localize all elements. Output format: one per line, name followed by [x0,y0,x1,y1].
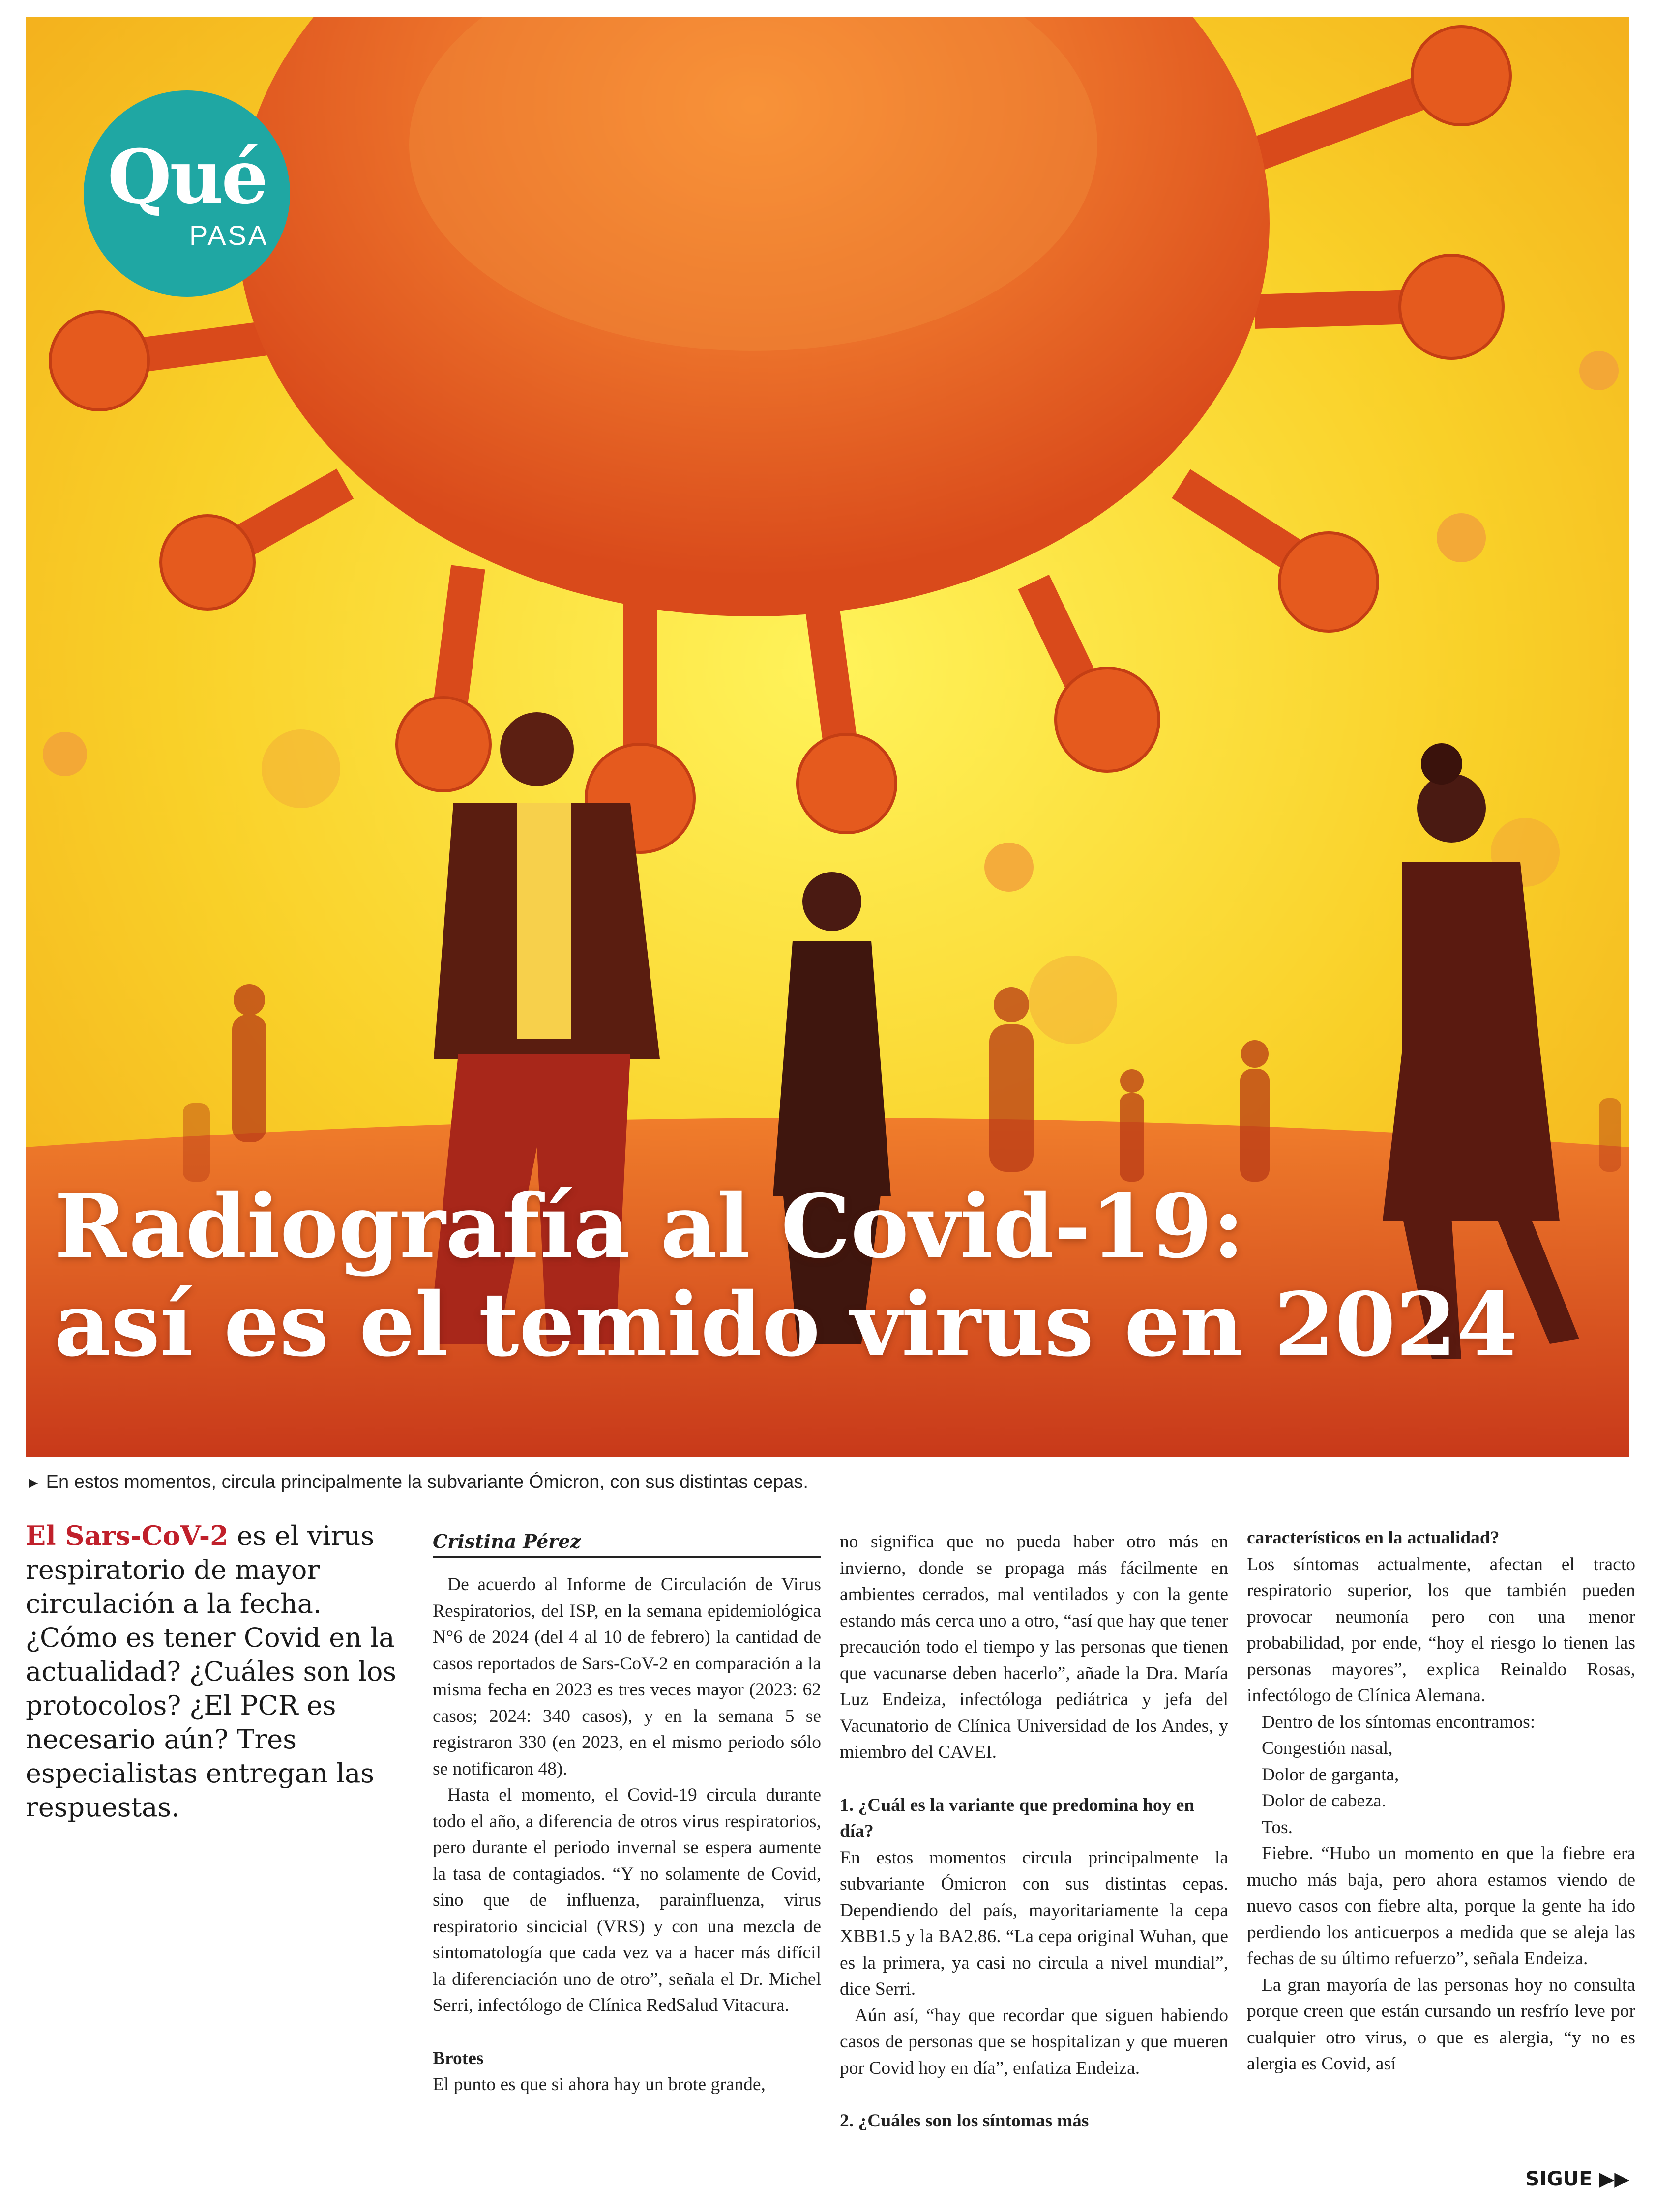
que-pasa-logo [84,90,290,297]
article-lead [26,1519,399,1824]
lead-kicker: El Sars-CoV-2 [26,1520,229,1551]
list-item: Dolor de cabeza. [1262,1791,1386,1811]
byline: Cristina Pérez [433,1529,821,1558]
caption-arrow-icon: ► [26,1474,41,1491]
article-column-2 [840,1529,1228,2134]
article-headline [54,1177,1578,1374]
paragraph: Dentro de los síntomas encontramos: [1262,1712,1536,1732]
continue-label: SIGUE ▶▶ [1525,2168,1629,2190]
list-item: Dolor de garganta, [1262,1764,1399,1785]
subheading-brotes: Brotes [433,2048,484,2068]
headline-line-2: así es el temido virus en 2024 [54,1273,1518,1376]
question-heading-1: 1. ¿Cuál es la variante que predomina hoy en día? [840,1795,1195,1841]
question-heading-2: 2. ¿Cuáles son los síntomas más [840,2111,1089,2131]
lead-text: es el virus respiratorio de mayor circulación a la fecha. ¿Cómo es tener Covid en la actualidad? ¿Cuáles son los protocolos? ¿El PCR es necesario aún? Tres especialistas entregan las respuestas. [26,1520,397,1823]
paragraph: no significa que no pueda haber otro más en invierno, donde se propaga más fácilmente en ambientes cerrados, mal ventilados y con la gente estando más cerca uno a otro, “así que hay que tener precaución todo el tiempo y las personas que tienen que vacunarse deben hacerlo”, añade la Dra. María Luz Endeiza, infectóloga pediátrica y jefa del Vacunatorio de Clínica Universidad de los Andes, y miembro del CAVEI. [840,1532,1228,1762]
paragraph: El punto es que si ahora hay un brote grande, [433,2074,766,2095]
paragraph: La gran mayoría de las personas hoy no consulta porque creen que están cursando un resfrío leve por cualquier otro virus, o que es alergia, “y no es alergia es Covid, así [1247,1975,1635,2074]
logo-sub-text: PASA [189,220,269,251]
paragraph: De acuerdo al Informe de Circulación de Virus Respiratorios, del ISP, en la semana epidemiológica N°6 de 2024 (del 4 al 10 de febrero) la cantidad de casos reportados de Sars-CoV-2 en comparación a la misma fecha en 2023 es tres veces mayor (2023: 62 casos; 2024: 340 casos), y en la semana 5 se registraron 330 (en 2023, en el mismo periodo sólo se notificaron 48). [433,1574,821,1779]
headline-line-1: Radiografía al Covid-19: [54,1175,1245,1278]
paragraph: Hasta el momento, el Covid-19 circula durante todo el año, a diferencia de otros virus respiratorios, pero durante el periodo invernal se espera aumente la tasa de contagiados. “Y no solamente de Covid, sino que de influenza, parainfluenza, virus respiratorio sincicial (VRS) y con una mezcla de sintomatología que cada vez va a hacer más difícil la diferenciación uno de otro”, señala el Dr. Michel Serri, infectólogo de Clínica RedSalud Vitacura. [433,1785,821,2015]
list-item: Tos. [1262,1817,1293,1837]
paragraph: En estos momentos circula principalmente la subvariante Ómicron con sus distintas cepas. Dependiendo del país, mayoritariamente la cepa XBB1.5 y la BA2.86. “La cepa original Wuhan, que es la primera, ya casi no circula a nivel mundial”, dice Serri. [840,1847,1228,1999]
caption-text: En estos momentos, circula principalmente la subvariante Ómicron, con sus distintas cepas. [46,1472,808,1492]
photo-caption [26,1472,1629,1493]
paragraph: Fiebre. “Hubo un momento en que la fiebre era mucho más baja, pero ahora estamos viendo de nuevo casos con fiebre alta, porque la gente ha ido perdiendo los anticuerpos a medida que se aleja las fechas de su último refuerzo”, señala Endeiza. [1247,1843,1635,1969]
article-column-3 [1247,1525,1635,2077]
article-column-1 [433,1529,821,2098]
symptom-list [1247,1735,1635,1840]
paragraph: Los síntomas actualmente, afectan el tracto respiratorio superior, los que también pueden provocar neumonía pero con una menor probabilidad, por ende, “hoy el riesgo lo tienen las personas mayores”, explica Reinaldo Rosas, infectólogo de Clínica Alemana. [1247,1554,1635,1706]
list-item: Congestión nasal, [1262,1738,1393,1758]
logo-main-text: Qué [107,134,266,220]
paragraph: Aún así, “hay que recordar que siguen habiendo casos de personas que se hospitalizan y que mueren por Covid hoy en día”, enfatiza Endeiza. [840,2005,1228,2078]
question-heading-2-cont: característicos en la actualidad? [1247,1528,1500,1548]
